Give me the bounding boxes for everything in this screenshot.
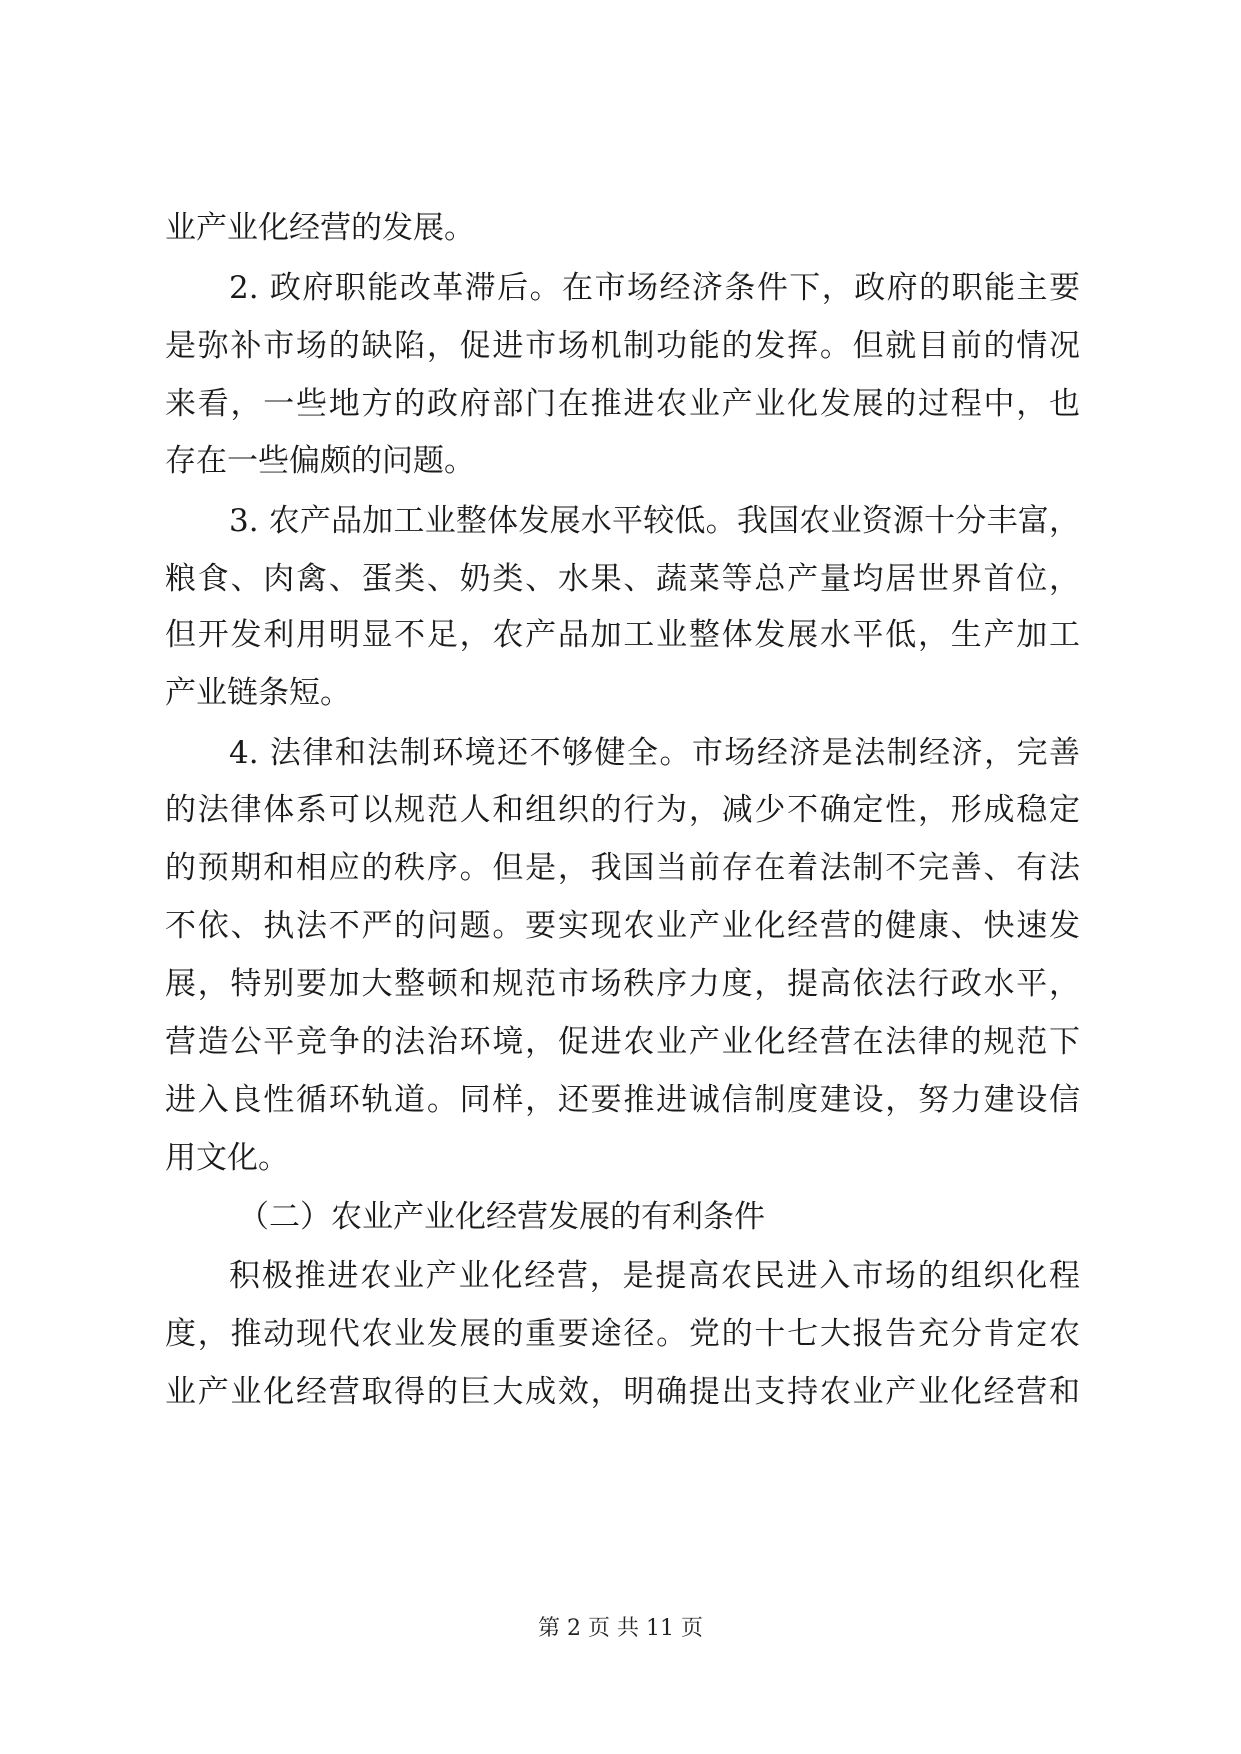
text-line: 业产业化经营取得的巨大成效，明确提出支持农业产业化经营和 <box>165 1374 1080 1410</box>
text-line: 业产业化经营的发展。 <box>165 210 475 246</box>
text-line: 产业链条短。 <box>165 675 351 711</box>
paragraph-4-first-line: 4. 法律和法制环境还不够健全。市场经济是法制经济，完善 <box>229 735 1080 771</box>
text-line: 的法律体系可以规范人和组织的行为，减少不确定性，形成稳定 <box>165 792 1080 828</box>
text-line: 存在一些偏颇的问题。 <box>165 443 475 479</box>
text-line: 度，推动现代农业发展的重要途径。党的十七大报告充分肯定农 <box>165 1316 1080 1352</box>
text-line: 用文化。 <box>165 1140 289 1176</box>
text-line: 来看，一些地方的政府部门在推进农业产业化发展的过程中，也 <box>165 386 1080 422</box>
text-line: 是弥补市场的缺陷，促进市场机制功能的发挥。但就目前的情况 <box>165 328 1080 364</box>
text-line: 不依、执法不严的问题。要实现农业产业化经营的健康、快速发 <box>165 908 1080 944</box>
text-line: 展，特别要加大整顿和规范市场秩序力度，提高依法行政水平， <box>165 966 1080 1002</box>
page-number-footer: 第 2 页 共 11 页 <box>538 1616 703 1641</box>
text-line: 但开发利用明显不足，农产品加工业整体发展水平低，生产加工 <box>165 617 1080 653</box>
paragraph-5-first-line: 积极推进农业产业化经营，是提高农民进入市场的组织化程 <box>229 1258 1080 1294</box>
text-line: 的预期和相应的秩序。但是，我国当前存在着法制不完善、有法 <box>165 850 1080 886</box>
paragraph-2-first-line: 2. 政府职能改革滞后。在市场经济条件下，政府的职能主要 <box>229 270 1080 306</box>
paragraph-3-first-line: 3. 农产品加工业整体发展水平较低。我国农业资源十分丰富， <box>229 503 1080 539</box>
text-line: 粮食、肉禽、蛋类、奶类、水果、蔬菜等总产量均居世界首位， <box>165 561 1080 597</box>
section-heading: （二）农业产业化经营发展的有利条件 <box>238 1199 765 1235</box>
text-line: 进入良性循环轨道。同样，还要推进诚信制度建设，努力建设信 <box>165 1082 1080 1118</box>
text-line: 营造公平竞争的法治环境，促进农业产业化经营在法律的规范下 <box>165 1024 1080 1060</box>
